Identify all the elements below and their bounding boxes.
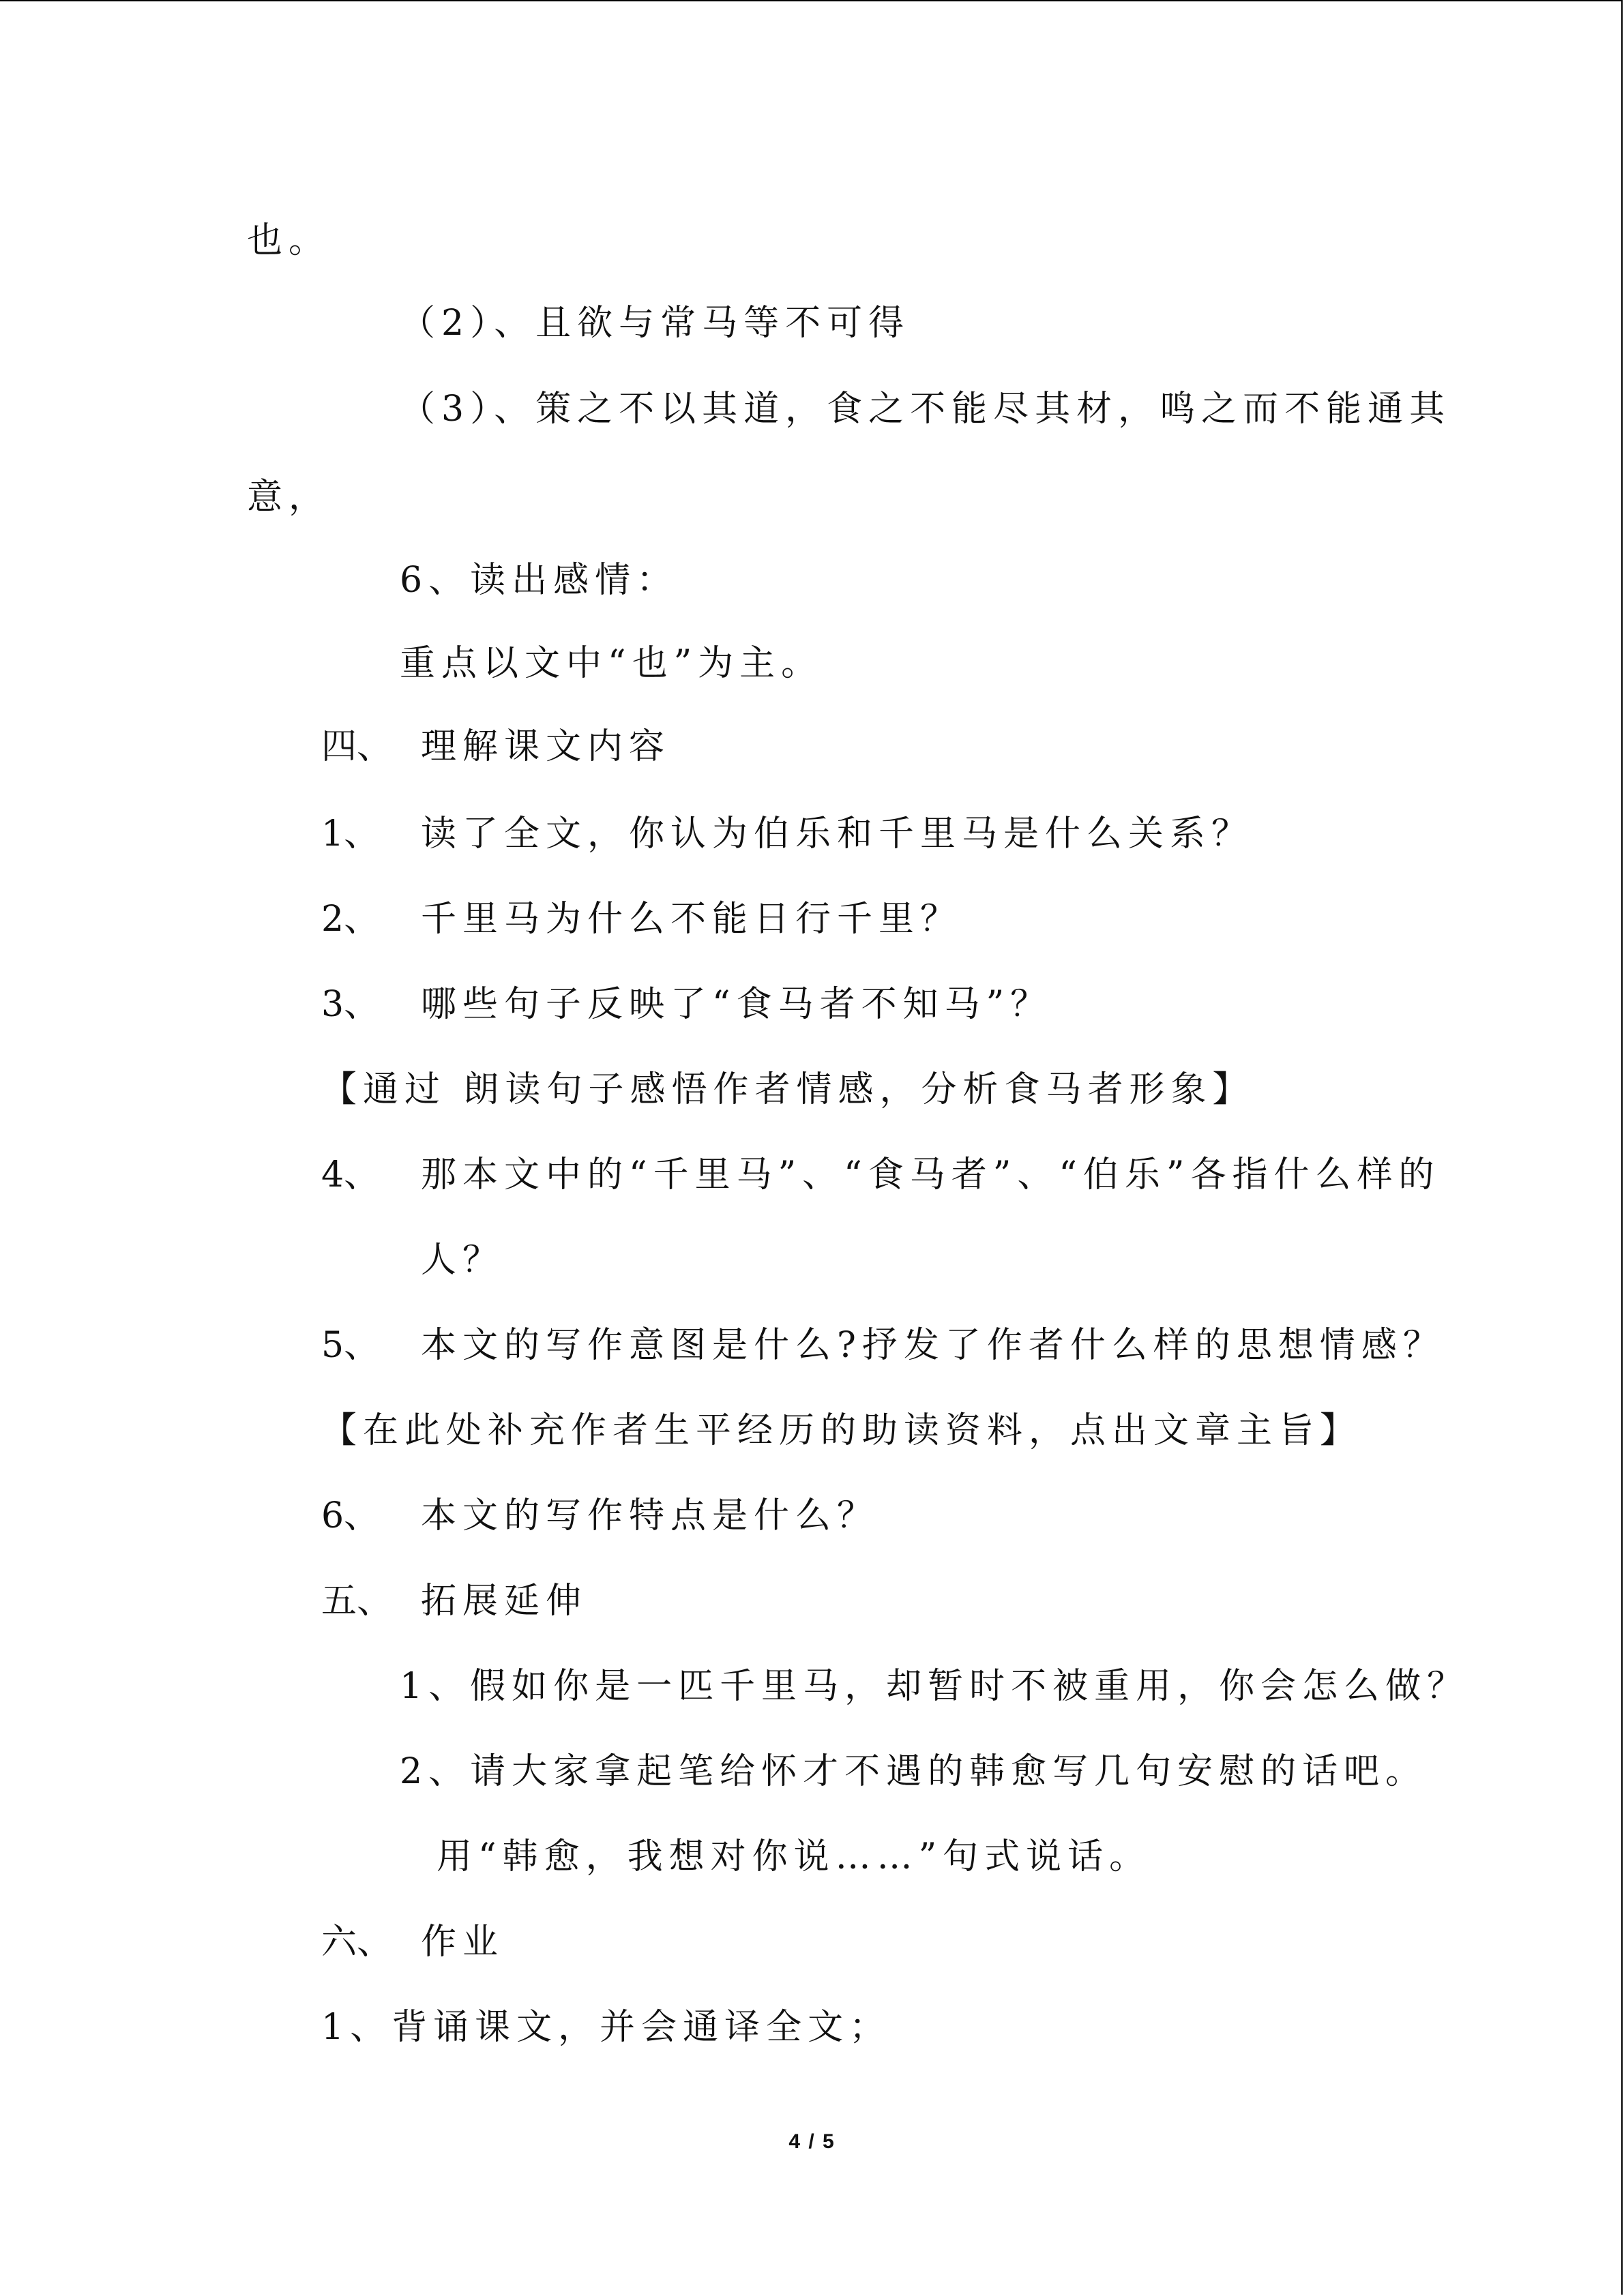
text-line-continuation: 意，	[247, 477, 331, 518]
extension-item: 2、请大家拿起笔给怀才不遇的韩愈写几句安慰的话吧。	[400, 1751, 1428, 1792]
question-number: 2、	[321, 899, 380, 940]
question-text: 本文的写作意图是什么?抒发了作者什么样的思想情感？	[421, 1325, 1445, 1366]
question-continuation: 人？	[421, 1240, 505, 1281]
teaching-note: 【在此处补充作者生平经历的助读资料，点出文章主旨】	[321, 1410, 1362, 1451]
question-number: 4、	[321, 1154, 380, 1195]
page-number: 4 / 5	[788, 2130, 836, 2153]
extension-prompt: 用“韩愈，我想对你说……”句式说话。	[437, 1836, 1151, 1877]
question-text: 读了全文，你认为伯乐和千里马是什么关系？	[421, 814, 1254, 854]
question-number: 3、	[321, 984, 380, 1025]
question-text: 千里马为什么不能日行千里？	[421, 899, 962, 940]
text-line-continuation: 也。	[247, 220, 331, 261]
extension-item: 1、假如你是一匹千里马，却暂时不被重用，你会怎么做？	[400, 1666, 1469, 1707]
question-number: 5、	[321, 1325, 380, 1366]
question-number: 6、	[321, 1495, 380, 1536]
question-number: 1、	[321, 814, 380, 854]
section-number: 六、	[321, 1922, 393, 1963]
teaching-note: 【通过 朗读句子感悟作者情感，分析食马者形象】	[321, 1069, 1254, 1110]
question-text: 那本文中的“千里马”、“食马者”、“伯乐”各指什么样的	[421, 1154, 1441, 1195]
text-line-example-2: （2）、且欲与常马等不可得	[400, 303, 911, 344]
text-line-emphasis: 重点以文中“也”为主。	[400, 643, 823, 684]
text-line-read-emotion: 6、读出感情：	[400, 560, 679, 601]
text-line-example-3: （3）、策之不以其道，食之不能尽其材，鸣之而不能通其	[400, 389, 1451, 430]
section-number: 五、	[321, 1581, 393, 1622]
section-heading-understand: 理解课文内容	[421, 726, 671, 767]
question-text: 本文的写作特点是什么？	[421, 1495, 879, 1536]
homework-item: 1、背诵课文，并会通译全文；	[321, 2007, 891, 2048]
question-text: 哪些句子反映了“食马者不知马”？	[421, 984, 1052, 1025]
section-number: 四、	[321, 726, 393, 767]
section-heading-homework: 作业	[421, 1922, 505, 1963]
section-heading-extend: 拓展延伸	[421, 1581, 588, 1622]
